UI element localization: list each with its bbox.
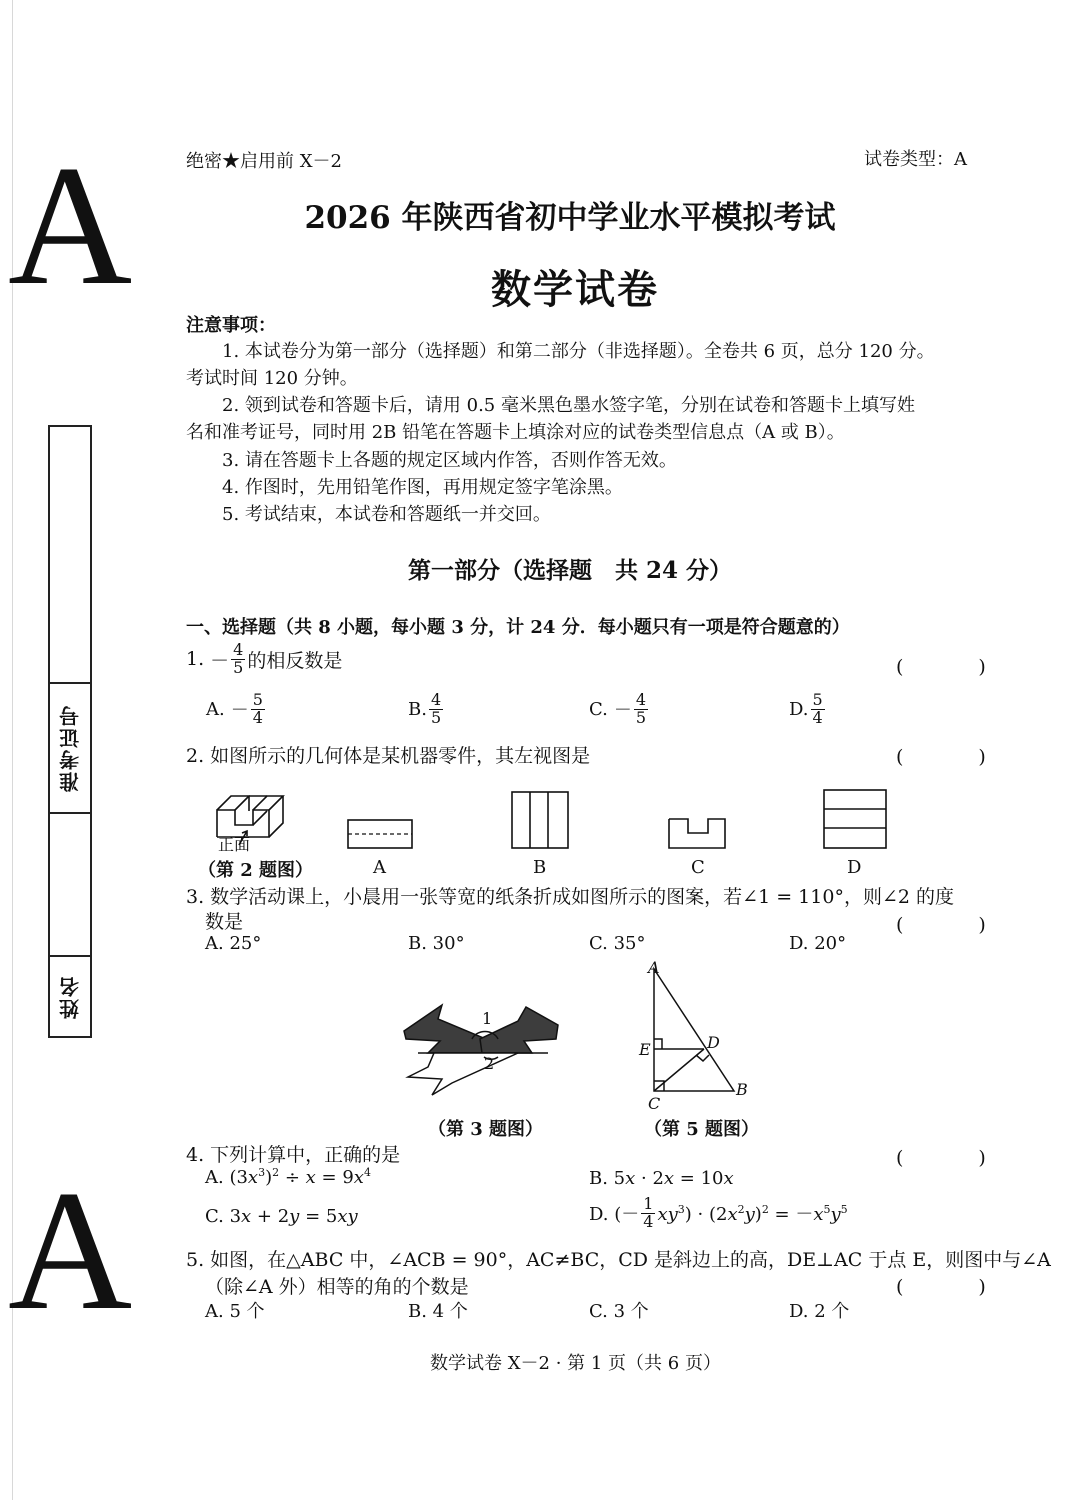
answer-parens: ( ) (896, 746, 1014, 768)
notes-heading: 注意事项： (186, 315, 276, 336)
note-item: 名和准考证号，同时用 2B 铅笔在答题卡上填涂对应的试卷类型信息点（A 或 B）。 (186, 422, 845, 443)
point-c-label: C (648, 1094, 661, 1113)
triangle-figure (632, 955, 782, 1115)
option-b-label: B (533, 857, 547, 878)
figure-caption: （第 2 题图） (198, 860, 314, 881)
option-d: D. 20° (789, 933, 847, 954)
point-d-label: D (707, 1033, 720, 1052)
option-a-view (346, 818, 416, 852)
option-d: D. $\frac{5}{4}$ (789, 690, 823, 727)
answer-parens: ( ) (896, 1147, 1014, 1169)
exam-title: 2026 年陕西省初中学业水平模拟考试 (304, 200, 836, 236)
question-2-stem: 2. 如图所示的几何体是某机器零件，其左视图是 (186, 745, 591, 767)
question-1-stem (186, 642, 342, 677)
note-item: 2. 领到试卷和答题卡后，请用 0.5 毫米黑色墨水签字笔，分别在试卷和答题卡上填写姓 (222, 395, 915, 416)
answer-parens: ( ) (896, 914, 1014, 936)
question-5-stem: 5. 如图，在△ABC 中，∠ACB = 90°，AC≠BC，CD 是斜边上的高，DE⊥AC 于点 E，则图中与∠A (186, 1249, 1051, 1271)
exam-id-label: 准考证号 (58, 704, 83, 792)
point-e-label: E (639, 1040, 651, 1059)
fraction: $\frac{4}{5}$ (233, 640, 244, 677)
question-4-stem: 4. 下列计算中，正确的是 (186, 1144, 401, 1166)
page-footer: 数学试卷 X－2 · 第 1 页（共 6 页） (430, 1353, 721, 1374)
section-heading: 一、选择题（共 8 小题，每小题 3 分，计 24 分．每小题只有一项是符合题意的） (186, 617, 850, 638)
note-item: 5. 考试结束，本试卷和答题纸一并交回。 (222, 504, 551, 525)
subject-title: 数学试卷 (491, 266, 659, 313)
option-c-view (666, 816, 730, 852)
minus-sign: － (210, 649, 230, 672)
option-b: B. $\frac{4}{5}$ (408, 690, 442, 727)
name-label: 姓名 (58, 975, 83, 1020)
front-view-label: 正面 (218, 835, 251, 854)
paper-type-letter-bottom: A (8, 1156, 133, 1346)
question-3-stem-continued: 数是 (205, 911, 244, 933)
point-b-label: B (736, 1080, 748, 1099)
option-a: A. 25° (205, 933, 262, 954)
question-number: 1. (186, 648, 205, 671)
option-b: B. 30° (408, 933, 465, 954)
note-item: 1. 本试卷分为第一部分（选择题）和第二部分（非选择题）。全卷共 6 页，总分 120 分。 (222, 341, 935, 362)
note-item: 4. 作图时，先用铅笔作图，再用规定签字笔涂黑。 (222, 477, 623, 498)
option-c: C. 35° (589, 933, 646, 954)
option-d: D. 2 个 (789, 1301, 850, 1322)
option-b-view (510, 790, 572, 852)
folded-strip-figure (398, 995, 568, 1105)
option-d-view (822, 788, 888, 852)
answer-parens: ( ) (896, 1276, 1014, 1298)
point-a-label: A (648, 958, 660, 977)
figure-3-caption: （第 3 题图） (428, 1119, 544, 1140)
question-5-stem-continued: （除∠A 外）相等的角的个数是 (205, 1276, 469, 1298)
question-text: 的相反数是 (247, 649, 343, 672)
option-a: A. 5 个 (205, 1301, 265, 1322)
option-a: A. － $\frac{5}{4}$ (206, 690, 263, 727)
angle-1-label: 1 (482, 1009, 493, 1028)
option-c-label: C (691, 857, 705, 878)
strip-divider (48, 812, 92, 814)
part1-title: 第一部分（选择题 共 24 分） (408, 557, 733, 584)
answer-parens: ( ) (896, 656, 1014, 678)
option-d: D. (－ $\frac{1}{4}$ $xy^3) \cdot (2x^2y)^2 = -x^5y^5$ (589, 1194, 848, 1231)
note-item: 3. 请在答题卡上各题的规定区域内作答，否则作答无效。 (222, 450, 677, 471)
option-c: C. 3x + 2y = 5xy (205, 1206, 358, 1227)
paper-type-label: 试卷类型：A (864, 149, 967, 170)
figure-5-caption: （第 5 题图） (644, 1119, 760, 1140)
angle-2-label: 2 (484, 1054, 495, 1073)
option-b: B. 5x · 2x = 10x (589, 1168, 734, 1189)
option-a: A. $(3x^3)^2 \div x = 9x^4$ (205, 1166, 371, 1188)
option-c: C. 3 个 (589, 1301, 649, 1322)
option-a-label: A (373, 857, 386, 878)
question-3-stem: 3. 数学活动课上，小晨用一张等宽的纸条折成如图所示的图案，若∠1 = 110°，则∠2 的度 (186, 886, 954, 908)
option-c: C. － $\frac{4}{5}$ (589, 690, 647, 727)
confidential-label: 绝密★启用前 X－2 (186, 151, 342, 172)
note-item: 考试时间 120 分钟。 (186, 368, 358, 389)
option-b: B. 4 个 (408, 1301, 468, 1322)
paper-type-letter-top: A (8, 131, 133, 321)
option-d-label: D (847, 857, 862, 878)
